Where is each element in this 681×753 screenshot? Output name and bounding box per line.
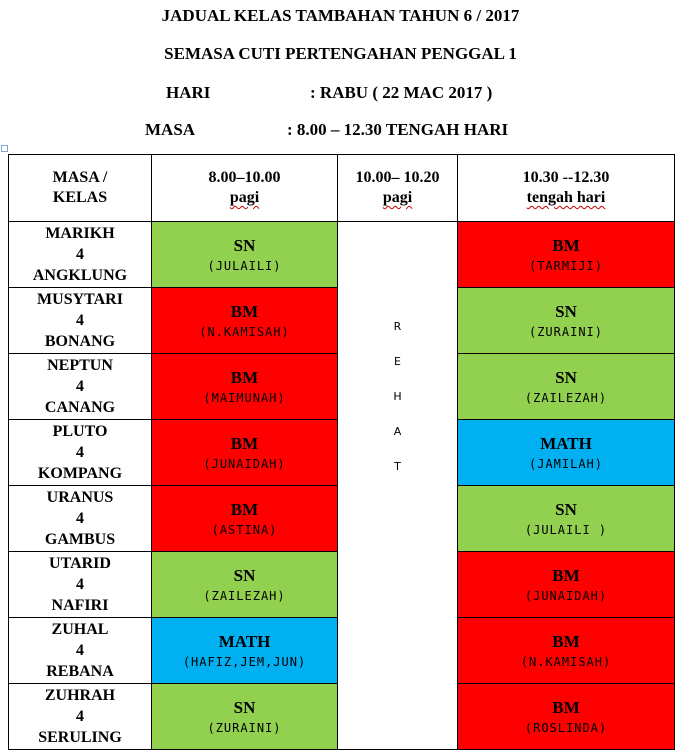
kelas-group: CANANG (44, 399, 116, 416)
teacher-name: (JULAILI) (207, 259, 282, 273)
col-header-line: MASA / (52, 169, 108, 186)
document-subtitle: SEMASA CUTI PERTENGAHAN PENGGAL 1 (164, 44, 517, 63)
subject-label: BM (230, 500, 259, 519)
slot-1-cell (152, 552, 338, 618)
table-move-handle-icon[interactable] (1, 145, 8, 152)
col-header-line: pagi (229, 189, 260, 206)
masa-value: : 8.00 – 12.30 TENGAH HARI (287, 120, 509, 139)
kelas-cell (9, 288, 152, 354)
kelas-number: 4 (76, 246, 84, 263)
slot-1-cell (152, 354, 338, 420)
kelas-cell (9, 222, 152, 288)
teacher-name: (MAIMUNAH) (203, 391, 286, 405)
kelas-group: SERULING (38, 729, 122, 746)
teacher-name: (ZURAINI) (528, 325, 604, 339)
slot-2-cell (458, 684, 675, 750)
subject-label: SN (555, 500, 577, 519)
kelas-number: 4 (76, 312, 84, 329)
teacher-name: (JULAILI ) (524, 523, 608, 537)
slot-1-cell (152, 288, 338, 354)
slot-2-cell (458, 354, 675, 420)
slot-1-cell (152, 684, 338, 750)
rehat-letters (338, 222, 457, 495)
subject-label: SN (555, 368, 577, 387)
kelas-cell (9, 684, 152, 750)
kelas-name: MUSYTARI (37, 291, 123, 308)
kelas-number: 4 (76, 444, 84, 461)
teacher-name: (JUNAIDAH) (524, 589, 608, 603)
kelas-group: KOMPANG (37, 465, 123, 482)
teacher-name: (JUNAIDAH) (203, 457, 286, 471)
teacher-name: (ZURAINI) (207, 721, 282, 735)
slot-2-cell (458, 618, 675, 684)
subject-label: BM (552, 698, 580, 717)
rehat-letter: E (394, 355, 401, 368)
kelas-group: REBANA (46, 663, 114, 680)
rehat-cell (338, 222, 458, 750)
teacher-name: (ZAILEZAH) (203, 589, 286, 603)
slot-2-cell (458, 288, 675, 354)
document-title: JADUAL KELAS TAMBAHAN TAHUN 6 / 2017 (161, 6, 520, 25)
kelas-cell (9, 420, 152, 486)
teacher-name: (ROSLINDA) (524, 721, 608, 735)
slot-2-cell (458, 222, 675, 288)
slot-1-cell (152, 486, 338, 552)
subject-label: BM (552, 566, 580, 585)
col-header-slot-2 (458, 155, 675, 222)
subject-label: MATH (540, 434, 592, 453)
subject-label: BM (552, 632, 580, 651)
teacher-name: (ASTINA) (211, 523, 278, 537)
kelas-name: PLUTO (52, 423, 108, 440)
col-header-line: tengah hari (526, 189, 606, 206)
kelas-number: 4 (76, 576, 84, 593)
kelas-name: ZUHAL (51, 621, 109, 638)
teacher-name: (N.KAMISAH) (199, 325, 290, 339)
col-header-line: pagi (382, 189, 413, 206)
slot-1-cell (152, 618, 338, 684)
kelas-cell (9, 486, 152, 552)
subject-label: SN (233, 236, 256, 255)
table-row (9, 222, 675, 288)
rehat-letter: T (394, 460, 401, 473)
kelas-number: 4 (76, 378, 84, 395)
kelas-group: BONANG (44, 333, 116, 350)
teacher-name: (TARMIJI) (528, 259, 604, 273)
subject-label: SN (555, 302, 577, 321)
subject-label: SN (233, 566, 256, 585)
col-header-rehat (338, 155, 458, 222)
kelas-group: NAFIRI (51, 597, 109, 614)
rehat-letter: H (393, 390, 402, 403)
kelas-name: NEPTUN (47, 357, 113, 374)
slot-2-cell (458, 552, 675, 618)
col-header-line: 8.00–10.00 (208, 169, 281, 186)
kelas-number: 4 (76, 642, 84, 659)
col-header-slot-1 (152, 155, 338, 222)
col-header-line: 10.00– 10.20 (355, 169, 440, 186)
kelas-name: MARIKH (45, 225, 115, 242)
kelas-cell (9, 618, 152, 684)
rehat-letter: R (393, 320, 402, 333)
rehat-letter: A (393, 425, 402, 438)
teacher-name: (ZAILEZAH) (524, 391, 608, 405)
slot-2-cell (458, 420, 675, 486)
teacher-name: (JAMILAH) (528, 457, 604, 471)
timetable (8, 154, 675, 750)
masa-label: MASA (145, 120, 196, 139)
slot-1-cell (152, 222, 338, 288)
kelas-cell (9, 552, 152, 618)
subject-label: SN (233, 698, 256, 717)
kelas-name: ZUHRAH (44, 687, 116, 704)
slot-2-cell (458, 486, 675, 552)
kelas-name: UTARID (49, 555, 111, 572)
subject-label: BM (552, 236, 580, 255)
hari-value: : RABU ( 22 MAC 2017 ) (310, 83, 493, 102)
col-header-masa-kelas (9, 155, 152, 222)
col-header-line: KELAS (52, 189, 108, 206)
kelas-number: 4 (76, 510, 84, 527)
subject-label: MATH (218, 632, 271, 651)
kelas-number: 4 (76, 708, 84, 725)
col-header-line: 10.30 --12.30 (522, 169, 610, 186)
kelas-cell (9, 354, 152, 420)
subject-label: BM (230, 434, 259, 453)
hari-label: HARI (166, 83, 211, 102)
slot-1-cell (152, 420, 338, 486)
kelas-group: ANGKLUNG (32, 267, 128, 284)
kelas-name: URANUS (46, 489, 114, 506)
teacher-name: (HAFIZ,JEM,JUN) (182, 655, 307, 669)
kelas-group: GAMBUS (44, 531, 116, 548)
subject-label: BM (230, 302, 259, 321)
header-row (9, 155, 675, 222)
subject-label: BM (230, 368, 259, 387)
teacher-name: (N.KAMISAH) (520, 655, 612, 669)
